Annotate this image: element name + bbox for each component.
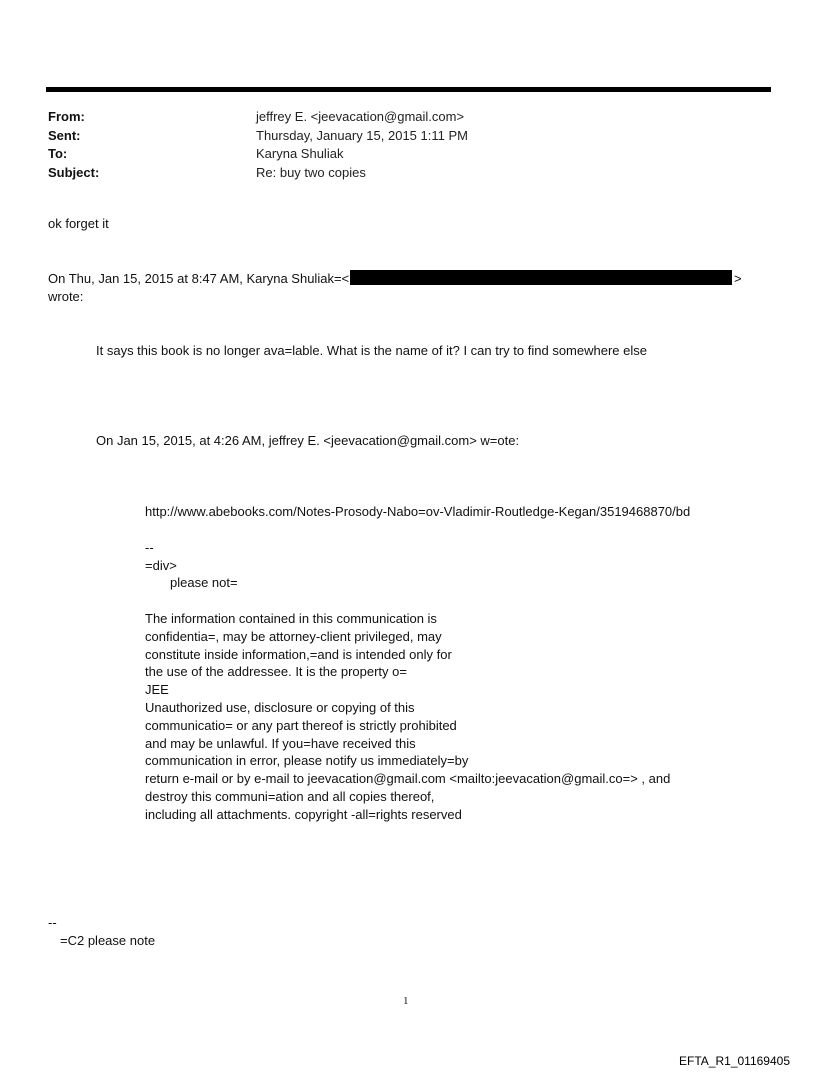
quote1-wrote: wrote: — [48, 289, 84, 304]
redaction-block — [350, 270, 732, 285]
disclaimer-line: destroy this communi=ation and all copies thereof, — [145, 788, 435, 804]
subject-label: Subject: — [48, 164, 100, 180]
disclaimer-line: The information contained in this communication is — [145, 611, 437, 626]
book-link[interactable]: http://www.abebooks.com/Notes-Prosody-Nabo=ov-Vladimir-Routledge-Kegan/3519468870/bd — [145, 504, 691, 519]
header-rule — [46, 87, 771, 92]
disclaimer-line: confidentia=, may be attorney-client privileged, may — [145, 628, 442, 644]
header-row-sent — [48, 127, 468, 146]
disclaimer-line: constitute inside information,=and is intended only for — [145, 646, 452, 662]
from-value: jeffrey E. <jeevacation@gmail.com> — [256, 109, 465, 124]
disclaimer-line: return e-mail or by e-mail to jeevacation@gmail.com <mailto:jeevacation@gmail.co=> , and — [145, 771, 671, 787]
header-row-subject — [48, 164, 468, 183]
header-row-to — [48, 145, 468, 164]
to-label: To: — [48, 146, 68, 161]
disclaimer-line: Unauthorized use, disclosure or copying of this — [145, 699, 415, 715]
sig-note: please not= — [170, 575, 238, 590]
quote1-intro-end: > — [734, 271, 742, 286]
bottom-note: =C2 please note — [60, 933, 156, 948]
disclaimer — [145, 610, 670, 824]
email-header — [48, 108, 468, 182]
to-value: Karyna Shuliak — [256, 146, 344, 161]
document-id: EFTA_R1_01169405 — [679, 1054, 790, 1068]
disclaimer-line: communicatio= or any part thereof is strictly prohibited — [145, 717, 457, 733]
sent-value: Thursday, January 15, 2015 1:11 PM — [256, 127, 468, 143]
disclaimer-line: and may be unlawful. If you=have received this — [145, 735, 416, 751]
bottom-dashes: -- — [48, 915, 57, 930]
disclaimer-line: JEE — [145, 682, 169, 698]
quote1-intro-line — [48, 270, 732, 288]
sig-div: =div> — [145, 558, 177, 573]
sig-dashes: -- — [145, 540, 154, 555]
header-row-from — [48, 108, 468, 127]
page-number: 1 — [403, 995, 409, 1007]
subject-value: Re: buy two copies — [256, 164, 366, 180]
disclaimer-line: communication in error, please notify us immediately=by — [145, 753, 469, 769]
disclaimer-line: including all attachments. copyright -all=rights reserved — [145, 806, 462, 822]
quote1-text: It says this book is no longer ava=lable. What is the name of it? I can try to find somewhere else — [96, 343, 647, 358]
quote2-intro: On Jan 15, 2015, at 4:26 AM, jeffrey E. <jeevacation@gmail.com> w=ote: — [96, 433, 520, 448]
sent-label: Sent: — [48, 127, 81, 143]
reply-text: ok forget it — [48, 216, 109, 231]
from-label: From: — [48, 109, 85, 124]
disclaimer-line: the use of the addressee. It is the property o= — [145, 664, 407, 680]
quote1-intro: On Thu, Jan 15, 2015 at 8:47 AM, Karyna Shuliak=< — [48, 271, 350, 286]
